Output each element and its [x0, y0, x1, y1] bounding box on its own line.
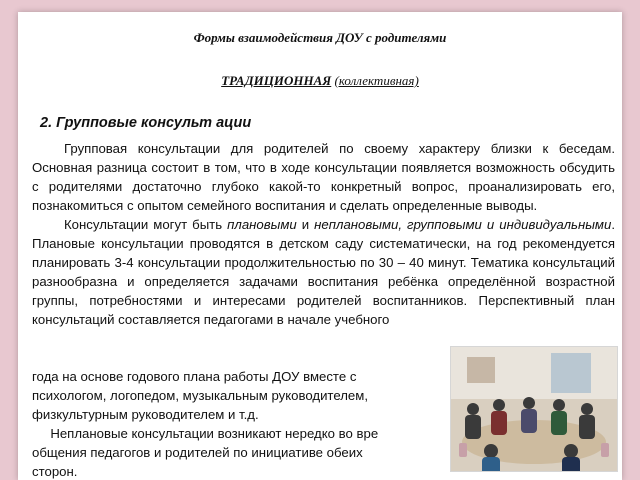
line-f: сторон.: [32, 464, 78, 479]
line-a: года на основе годового плана работы ДОУ вместе с: [32, 369, 357, 384]
subtitle-main: ТРАДИЦИОННАЯ: [221, 73, 332, 88]
lower-text: [32, 367, 462, 480]
p2-start: Консультации могут быть: [64, 217, 223, 232]
photo-image: [451, 347, 617, 471]
body-text: [32, 139, 615, 329]
paragraph-1: Групповая консультации для родителей по своему характеру близки к беседам. Основная разница состоит в том, что в ходе консультации появляется возможность обсудить с родителями достаточно глубоко какой-то конкретный вопрос, проанализировать его, познакомиться с опытом семейного воспитания и сделать определенные выводы.: [32, 141, 615, 213]
paragraph-2: [32, 215, 615, 329]
slide-title: Формы взаимодействия ДОУ с родителями: [193, 30, 447, 45]
p2-individual: индивидуальными: [499, 217, 612, 232]
line-d: Неплановые консультации возникают нередко во вре: [32, 426, 379, 441]
subtitle-paren: (коллективная): [334, 73, 419, 88]
group-meeting-photo: [450, 346, 618, 472]
p2-planned: плановыми: [227, 217, 297, 232]
p2-rest: . Плановые консультации проводятся в детском саду систематически, на год рекомендуется планировать 3-4 консультации продолжительностью по 30 – 40 минут. Тематика консультаций разнообразна и определяется задачами воспитания ребёнка определённой возрастной группы, потребностями и интересами родителей воспитанников. Перспективный план консультаций составляется педагогами в начале учебного: [32, 217, 615, 327]
p2-and: и: [301, 217, 310, 232]
slide-subtitle: [18, 73, 622, 89]
p2-unplanned: неплановыми,: [314, 217, 402, 232]
p2-group: групповыми: [407, 217, 482, 232]
slide-sheet: [18, 12, 622, 480]
line-c: физкультурным руководителем и т.д.: [32, 407, 259, 422]
section-heading: 2. Групповые консульт ации: [40, 115, 252, 131]
p2-and2: и: [486, 217, 495, 232]
line-e: общения педагогов и родителей по инициативе обеих: [32, 445, 363, 460]
line-b: психологом, логопедом, музыкальным руководителем,: [32, 388, 368, 403]
